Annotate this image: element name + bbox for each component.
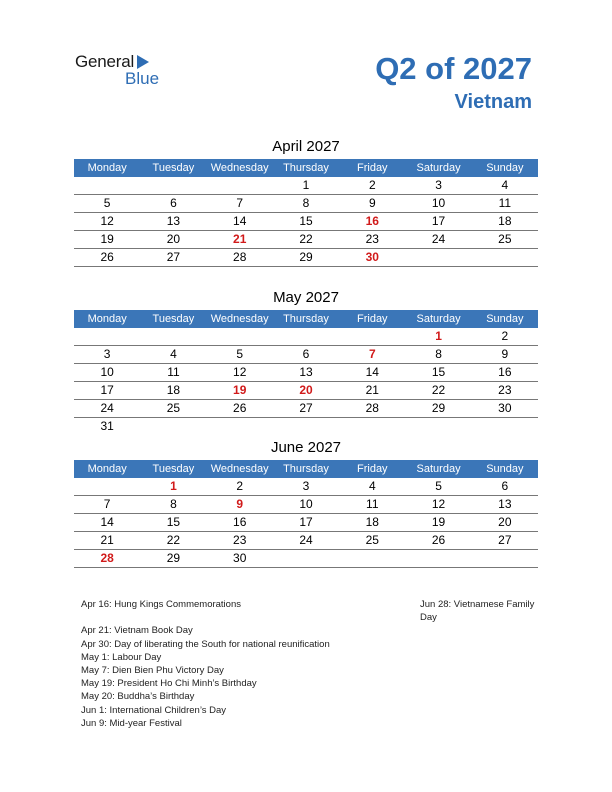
weekday-header: Tuesday xyxy=(140,159,206,177)
day-cell: 16 xyxy=(472,364,538,382)
day-cell: 23 xyxy=(472,382,538,400)
empty-day-cell xyxy=(207,328,273,346)
day-cell: 8 xyxy=(140,496,206,514)
empty-day-cell xyxy=(472,418,538,435)
calendar-grid xyxy=(74,159,538,267)
weekday-header: Thursday xyxy=(273,460,339,478)
day-cell: 1 xyxy=(273,177,339,195)
day-cell: 8 xyxy=(405,346,471,364)
day-cell: 27 xyxy=(273,400,339,418)
day-cell: 9 xyxy=(472,346,538,364)
empty-day-cell xyxy=(339,418,405,435)
day-cell: 17 xyxy=(273,514,339,532)
day-cell: 10 xyxy=(74,364,140,382)
day-cell: 7 xyxy=(207,195,273,213)
weekday-header: Friday xyxy=(339,159,405,177)
day-cell: 4 xyxy=(472,177,538,195)
day-cell: 10 xyxy=(273,496,339,514)
day-cell: 12 xyxy=(74,213,140,231)
holiday-note: May 19: President Ho Chi Minh’s Birthday xyxy=(81,678,257,690)
month-title: May 2027 xyxy=(273,289,339,306)
logo xyxy=(75,52,175,88)
calendar-grid xyxy=(74,460,538,568)
weekday-header: Wednesday xyxy=(207,159,273,177)
calendar-grid xyxy=(74,310,538,435)
day-cell: 7 xyxy=(74,496,140,514)
empty-day-cell xyxy=(140,418,206,435)
day-cell: 4 xyxy=(339,478,405,496)
day-cell: 5 xyxy=(207,346,273,364)
day-cell: 3 xyxy=(74,346,140,364)
day-cell: 3 xyxy=(273,478,339,496)
day-cell: 18 xyxy=(472,213,538,231)
empty-day-cell xyxy=(74,478,140,496)
weekday-header: Thursday xyxy=(273,310,339,328)
empty-day-cell xyxy=(472,550,538,568)
holiday-note: Jun 1: International Children’s Day xyxy=(81,704,227,716)
holiday-note: May 1: Labour Day xyxy=(81,651,162,663)
day-cell: 10 xyxy=(405,195,471,213)
day-cell: 17 xyxy=(405,213,471,231)
day-cell: 26 xyxy=(405,532,471,550)
weekday-header: Saturday xyxy=(405,159,471,177)
day-cell: 22 xyxy=(273,231,339,249)
day-cell: 2 xyxy=(339,177,405,195)
holiday-note: May 20: Buddha’s Birthday xyxy=(81,691,195,703)
day-cell: 11 xyxy=(140,364,206,382)
day-cell: 20 xyxy=(472,514,538,532)
day-cell: 9 xyxy=(207,496,273,514)
day-cell: 25 xyxy=(339,532,405,550)
day-cell: 27 xyxy=(140,249,206,267)
weekday-header: Friday xyxy=(339,310,405,328)
empty-day-cell xyxy=(140,328,206,346)
empty-day-cell xyxy=(74,328,140,346)
day-cell: 13 xyxy=(472,496,538,514)
day-cell: 31 xyxy=(100,419,114,433)
day-cell: 15 xyxy=(405,364,471,382)
day-cell: 13 xyxy=(140,213,206,231)
day-cell: 28 xyxy=(74,550,140,568)
day-cell: 19 xyxy=(207,382,273,400)
day-cell: 6 xyxy=(273,346,339,364)
empty-day-cell xyxy=(140,177,206,195)
day-cell: 29 xyxy=(405,400,471,418)
logo-flag-icon xyxy=(137,55,149,69)
holiday-notes-left xyxy=(81,598,330,730)
weekday-header: Sunday xyxy=(472,310,538,328)
day-cell: 12 xyxy=(207,364,273,382)
logo-general-text: General xyxy=(75,52,135,71)
country-name: Vietnam xyxy=(454,91,532,113)
day-cell: 21 xyxy=(74,532,140,550)
day-cell: 8 xyxy=(273,195,339,213)
day-cell: 6 xyxy=(472,478,538,496)
day-cell: 28 xyxy=(339,400,405,418)
empty-day-cell xyxy=(273,550,339,568)
day-cell: 4 xyxy=(140,346,206,364)
month-title: June 2027 xyxy=(270,439,342,456)
day-cell: 15 xyxy=(140,514,206,532)
day-cell: 24 xyxy=(273,532,339,550)
month-title: April 2027 xyxy=(272,138,340,155)
weekday-header: Thursday xyxy=(273,159,339,177)
page-title: Q2 of 2027 xyxy=(375,51,532,86)
day-cell: 7 xyxy=(339,346,405,364)
empty-day-cell xyxy=(405,550,471,568)
empty-day-cell xyxy=(472,249,538,267)
weekday-header: Friday xyxy=(339,460,405,478)
day-cell: 5 xyxy=(74,195,140,213)
note-spacer xyxy=(81,611,330,624)
day-cell: 24 xyxy=(405,231,471,249)
empty-day-cell xyxy=(74,177,140,195)
day-cell: 23 xyxy=(339,231,405,249)
day-cell: 28 xyxy=(207,249,273,267)
day-cell: 20 xyxy=(140,231,206,249)
day-cell: 20 xyxy=(273,382,339,400)
empty-day-cell xyxy=(273,418,339,435)
weekday-header: Monday xyxy=(74,460,140,478)
holiday-note: Apr 30: Day of liberating the South for national reunification xyxy=(81,638,330,650)
day-cell: 22 xyxy=(140,532,206,550)
day-cell: 9 xyxy=(339,195,405,213)
day-cell: 16 xyxy=(207,514,273,532)
empty-day-cell xyxy=(405,249,471,267)
day-cell: 2 xyxy=(472,328,538,346)
holiday-note: May 7: Dien Bien Phu Victory Day xyxy=(81,665,224,677)
holiday-note: Jun 9: Mid-year Festival xyxy=(81,717,182,729)
day-cell: 2 xyxy=(207,478,273,496)
empty-day-cell xyxy=(339,328,405,346)
logo-blue-text: Blue xyxy=(125,69,160,88)
empty-day-cell xyxy=(339,550,405,568)
weekday-header: Sunday xyxy=(472,460,538,478)
weekday-header: Monday xyxy=(74,310,140,328)
month-may xyxy=(74,288,538,435)
weekday-header: Saturday xyxy=(405,310,471,328)
day-cell: 1 xyxy=(140,478,206,496)
day-cell: 14 xyxy=(74,514,140,532)
day-cell: 18 xyxy=(140,382,206,400)
weekday-header: Tuesday xyxy=(140,310,206,328)
day-cell: 19 xyxy=(405,514,471,532)
weekday-header: Wednesday xyxy=(207,460,273,478)
day-cell: 29 xyxy=(140,550,206,568)
day-cell: 11 xyxy=(339,496,405,514)
day-cell: 3 xyxy=(405,177,471,195)
holiday-notes-right xyxy=(420,598,548,624)
day-cell: 6 xyxy=(140,195,206,213)
day-cell: 30 xyxy=(339,249,405,267)
day-cell: 23 xyxy=(207,532,273,550)
day-cell: 26 xyxy=(74,249,140,267)
day-cell: 25 xyxy=(140,400,206,418)
weekday-header: Sunday xyxy=(472,159,538,177)
day-cell: 29 xyxy=(273,249,339,267)
day-cell: 15 xyxy=(273,213,339,231)
day-cell: 19 xyxy=(74,231,140,249)
day-cell: 25 xyxy=(472,231,538,249)
day-cell: 30 xyxy=(472,400,538,418)
day-cell: 24 xyxy=(74,400,140,418)
month-april xyxy=(74,137,538,267)
day-cell: 26 xyxy=(207,400,273,418)
weekday-header: Tuesday xyxy=(140,460,206,478)
day-cell: 21 xyxy=(207,231,273,249)
empty-day-cell xyxy=(273,328,339,346)
day-cell: 16 xyxy=(339,213,405,231)
day-cell: 17 xyxy=(74,382,140,400)
day-cell: 22 xyxy=(405,382,471,400)
holiday-note: Jun 28: Vietnamese Family Day xyxy=(420,599,535,624)
day-cell: 14 xyxy=(339,364,405,382)
weekday-header: Saturday xyxy=(405,460,471,478)
day-cell: 18 xyxy=(339,514,405,532)
day-cell: 27 xyxy=(472,532,538,550)
day-cell: 21 xyxy=(339,382,405,400)
holiday-note: Apr 16: Hung Kings Commemorations xyxy=(81,599,241,610)
day-cell: 30 xyxy=(207,550,273,568)
day-cell: 1 xyxy=(405,328,471,346)
day-cell: 13 xyxy=(273,364,339,382)
empty-day-cell xyxy=(405,418,471,435)
weekday-header: Monday xyxy=(74,159,140,177)
weekday-header: Wednesday xyxy=(207,310,273,328)
month-june xyxy=(74,438,538,568)
day-cell: 5 xyxy=(405,478,471,496)
day-cell: 12 xyxy=(405,496,471,514)
day-cell: 14 xyxy=(207,213,273,231)
empty-day-cell xyxy=(207,418,273,435)
empty-day-cell xyxy=(207,177,273,195)
holiday-note: Apr 21: Vietnam Book Day xyxy=(81,625,193,637)
day-cell: 11 xyxy=(472,195,538,213)
